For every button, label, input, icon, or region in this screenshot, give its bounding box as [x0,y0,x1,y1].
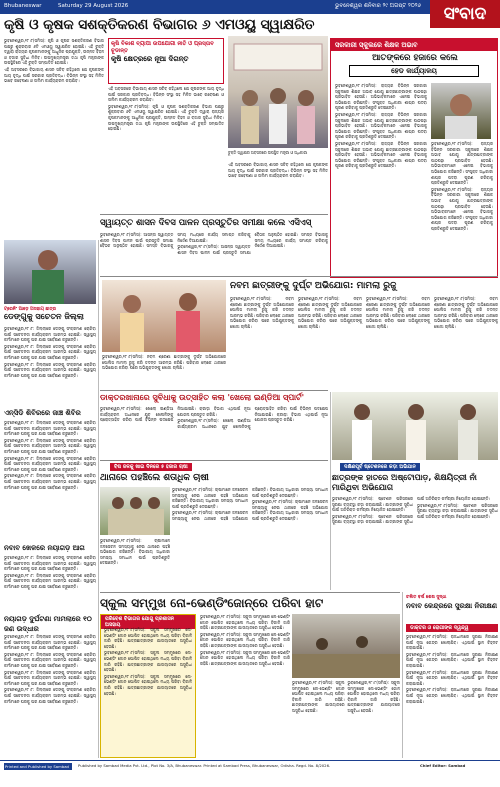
story2-body-p3: ଭୁବନେଶ୍ୱର,୨୮।୮(ସମିସ): ନବମ ଶ୍ରେଣୀ ଛାତ୍ରୀଙ୍କୁ ଦୁର୍ଘ୍ଟ ଅଭିଯୋଗରେ ପୋଲିସ ମାମଲା ରୁଜୁ କରି ତଦନ୍ତ ଆରମ୍ଭ କରିଛି। ପରିବାର ଲୋକେ ଥାନାରେ ଅଭିଯୋଗ କରିବା ପରେ ଅଭିଯୁକ୍ତଙ୍କୁ ଖୋଜା ଚାଲିଛି। [366,296,430,329]
left-side-body4-p2: ଭୁବନେଶ୍ୱର,୨୮।୮: ଜିଲ୍ଲାରେ ଡେଙ୍ଗୁ ସଂକ୍ରମଣ ରୋକିବା ପାଇଁ ସଚେତନତା କାର୍ଯ୍ୟକ୍ରମ ଆରମ୍ଭ ହୋଇଛି। ସ୍ୱାସ୍ଥ୍ୟ କର୍ମୀମାନେ ଘରକୁ ଘର ଯାଇ ସର୍ବେକ୍ଷଣ କରୁଛନ୍ତି। [4,651,96,668]
person-head [148,497,160,509]
story4-body-col2 [100,538,170,588]
masthead-logo: ସଂବାଦ [430,0,500,28]
right-box-body-p2: ଭୁବନେଶ୍ୱର,୨୮।୮(ସମିସ): ରାଜ୍ୟର ବିଭିନ୍ନ ସରକାରୀ ସ୍କୁଲରେ ଶିକ୍ଷକ ଅଭାବ ଯୋଗୁ ଛାତ୍ରଛାତ୍ରୀଙ୍କ ପାଠପଢ଼ା ପ୍ରଭାବିତ ହେଉଛି। ଅଭିଭାବକମାନେ ଏନେଇ ବିଭାଗକୁ ଅଭିଯୋଗ କରିଛନ୍ତି। ସଂପୃକ୍ତ ଅଧିକାରୀ ଶୀଘ୍ର ପଦବୀ ପୂରଣ କରିବାକୁ ପ୍ରତିଶ୍ରୁତି ଦେଇଛନ୍ତି। [335,111,427,140]
right-box-body-p5: ଭୁବନେଶ୍ୱର,୨୮।୮(ସମିସ): ରାଜ୍ୟର ବିଭିନ୍ନ ସରକାରୀ ସ୍କୁଲରେ ଶିକ୍ଷକ ଅଭାବ ଯୋଗୁ ଛାତ୍ରଛାତ୍ରୀଙ୍କ ପାଠପଢ଼ା ପ୍ରଭାବିତ ହେଉଛି। ଅଭିଭାବକମାନେ ଏନେଇ ବିଭାଗକୁ ଅଭିଯୋଗ କରିଛନ୍ତି। ସଂପୃକ୍ତ ଅଧିକାରୀ ଶୀଘ୍ର ପଦବୀ ପୂରଣ କରିବାକୁ ପ୍ରତିଶ୍ରୁତି ଦେଇଛନ୍ତି। [431,186,493,231]
person-head [298,90,314,106]
left-side-story4 [4,614,99,634]
person-head [316,638,328,650]
footer [0,760,500,787]
lead-headline: କୃଷି ଓ କୃଷକ ସଶକ୍ତିକରଣ ବିଭାଗର ୬ ଏମଓୟୁ ସ୍ୱାକ୍ଷରିତ [4,17,315,33]
person-body [458,420,478,460]
story2-body-p2: ଭୁବନେଶ୍ୱର,୨୮।୮(ସମିସ): ନବମ ଶ୍ରେଣୀ ଛାତ୍ରୀଙ୍କୁ ଦୁର୍ଘ୍ଟ ଅଭିଯୋଗରେ ପୋଲିସ ମାମଲା ରୁଜୁ କରି ତଦନ୍ତ ଆରମ୍ଭ କରିଛି। ପରିବାର ଲୋକେ ଥାନାରେ ଅଭିଯୋଗ କରିବା ପରେ ଅଭିଯୁକ୍ତଙ୍କୁ ଖୋଜା ଚାଲିଛି। [298,296,362,329]
left-side-body3 [4,555,96,611]
story4-headline: ଥାନାରେ ପହଞ୍ଚିଲେ ଶତାଧିକ ଚାଷୀ [100,473,209,483]
story7-body-p4: ଭୁବନେଶ୍ୱର,୨୮।୮(ସମିସ): ରାଜଧାନୀରେ ସୁରକ୍ଷା ନିରୀକ୍ଷଣ ପାଇଁ ନୂଆ କେନ୍ଦ୍ର ଖୋଲାଯିବ। ଏଥିପାଇଁ ସ୍ଥାନ ଚିହ୍ନଟ କରାଯାଇଛି। [406,687,498,704]
story6-headline: ସ୍କୁଲ ସମ୍ମୁଖ ନୋ-ଭେଣ୍ଡିଂଜୋନ୍‌ରେ ପରିବା ହାଟ [100,596,324,610]
portrait-body [445,116,477,139]
story3-body [100,406,328,456]
date-en: Saturday 29 August 2026 [58,3,129,9]
story5-body [332,496,498,588]
lead-sub-headline: କୃଷି କ୍ଷେତ୍ରରେ ନୂଆ ଦିଗନ୍ତ [111,55,189,63]
story4-body-p2: ଭୁବନେଶ୍ୱର,୨୮।୮(ସମିସ): ଚାଷୀମାନେ ଜଳସେଚନ ସମସ୍ୟାକୁ ନେଇ ଥାନାରେ ପହଞ୍ଚି ଅଭିଯୋଗ କରିଛନ୍ତି। ବିଭାଗୀୟ ଅଧିକାରୀ ସମସ୍ୟା ସମାଧାନ ପାଇଁ ପ୍ରତିଶ୍ରୁତି ଦେଇଛନ୍ତି। [172,487,328,521]
right-box-body-p4: ଭୁବନେଶ୍ୱର,୨୮।୮(ସମିସ): ରାଜ୍ୟର ବିଭିନ୍ନ ସରକାରୀ ସ୍କୁଲରେ ଶିକ୍ଷକ ଅଭାବ ଯୋଗୁ ଛାତ୍ରଛାତ୍ରୀଙ୍କ ପାଠପଢ଼ା ପ୍ରଭାବିତ ହେଉଛି। ଅଭିଭାବକମାନେ ଏନେଇ ବିଭାଗକୁ ଅଭିଯୋଗ କରିଛନ୍ତି। ସଂପୃକ୍ତ ଅଧିକାରୀ ଶୀଘ୍ର ପଦବୀ ପୂରଣ କରିବାକୁ ପ୍ରତିଶ୍ରୁତି ଦେଇଛନ୍ତି। [431,141,493,186]
person-head [242,90,258,106]
divider [100,214,328,215]
crowd-art [100,487,170,535]
story6-side-body-p1: ଭୁବନେଶ୍ୱର,୨୮।୮(ସମିସ): ସ୍କୁଲ ସମ୍ମୁଖରେ ନୋ-ଭେଣ୍ଡିଂ ଜୋନ ଘୋଷିତ ହୋଇଥିଲେ ମଧ୍ୟ ପରିବା ବିକାଳି ଜାରି ରହିଛି। ଛାତ୍ରଛାତ୍ରୀଙ୍କ ଯାତାୟାତରେ ଅସୁବିଧା ହେଉଛି। [104,627,192,649]
lead-body-2b: ଏହି ଅବସରରେ ବିଭାଗୀୟ ଶାସନ ସଚିବ କହିଥିଲେ ଯେ କୃଷକଙ୍କ ଆୟ ବୃଦ୍ଧି ପାଇଁ ସରକାର ପ୍ରତିବଦ୍ଧ। ବିଭିନ୍ନ ସଂସ୍ଥା ସହ ମିଳିତ ଭାବେ ଗବେଷଣା ଓ ତାଲିମ କାର୍ଯ୍ୟକ୍ରମ କରାଯିବ। [108,86,224,103]
lead-body-1b: ଭୁବନେଶ୍ୱର,୨୮।୮(ସମିସ): କୃଷି ଓ କୃଷକ ସଶକ୍ତିକରଣ ବିଭାଗ ପକ୍ଷରୁ ଶୁକ୍ରବାର ୬ଟି ଏମଓୟୁ ସ୍ୱାକ୍ଷରିତ ହୋଇଛି। ଏହି ଚୁକ୍ତି ଦ୍ୱାରା ରାଜ୍ୟର କୃଷକମାନଙ୍କୁ ଆଧୁନିକ ପ୍ରଯୁକ୍ତି, ଉନ୍ନତ ବିହନ ଓ ବଜାର ସୁବିଧା ମିଳିବ। ଉପମୁଖ୍ୟମନ୍ତ୍ରୀ ତଥା କୃଷି ମନ୍ତ୍ରୀଙ୍କ ଉପସ୍ଥିତିରେ ଏହି ଚୁକ୍ତି ସମ୍ପାଦିତ ହୋଇଛି। [108,103,224,132]
left-side-body4 [4,634,96,758]
story3-headline: ଡାକ୍ତରଖାନାରେ ସୁବିଧାକୁ ଉତ୍ସାହିତ କଲା 'ଖେଲୋ ଇଣ୍ଡିଆ ସ୍ପାର୍ଟ' [100,393,305,402]
divider [100,592,400,593]
right-box-photo [431,83,491,139]
right-box-kicker: ସରକାରୀ ସ୍କୁଲରେ ଶିକ୍ଷକ ଅଭାବ [331,39,497,51]
portrait-head [450,94,472,116]
lead-body-col3 [228,162,328,212]
left-side-body2-p4: ଭୁବନେଶ୍ୱର,୨୮।୮: ଜିଲ୍ଲାରେ ଡେଙ୍ଗୁ ସଂକ୍ରମଣ ରୋକିବା ପାଇଁ ସଚେତନତା କାର୍ଯ୍ୟକ୍ରମ ଆରମ୍ଭ ହୋଇଛି। ସ୍ୱାସ୍ଥ୍ୟ କର୍ମୀମାନେ ଘରକୁ ଘର ଯାଇ ସର୍ବେକ୍ଷଣ କରୁଛନ୍ତି। [4,473,96,490]
left-side-kicker: ଟ୍ରେନିଂ ଆଡ଼େ ଅସହାୟ ଛାତ୍ର [4,307,57,312]
banner-shape [234,44,322,70]
story5-body-p3: ଭୁବନେଶ୍ୱର,୨୮।୮(ସମିସ): ଷ୍ଟେଶନ ପରିସରରେ ସୁରକ୍ଷା ବ୍ୟବସ୍ଥା କଡ଼ା କରାଯାଇଛି। ଯାତ୍ରୀଙ୍କ ସୁବିଧା ପାଇଁ ଅତିରିକ୍ତ କର୍ମଚାରୀ ନିୟୋଜିତ ହୋଇଛନ୍ତି। [417,502,498,519]
story4-photo [100,487,170,535]
divider [100,390,328,391]
story7-body [406,634,498,758]
person-head [460,404,476,420]
person-head [356,636,368,648]
person-head [130,497,142,509]
story3-photo [332,392,498,460]
column-rule [402,592,403,758]
person-body [241,106,259,144]
story2-body-p1: ଭୁବନେଶ୍ୱର,୨୮।୮(ସମିସ): ନବମ ଶ୍ରେଣୀ ଛାତ୍ରୀଙ୍କୁ ଦୁର୍ଘ୍ଟ ଅଭିଯୋଗରେ ପୋଲିସ ମାମଲା ରୁଜୁ କରି ତଦନ୍ତ ଆରମ୍ଭ କରିଛି। ପରିବାର ଲୋକେ ଥାନାରେ ଅଭିଯୋଗ କରିବା ପରେ ଅଭିଯୁକ୍ତଙ୍କୁ ଖୋଜା ଚାଲିଛି। [230,296,294,329]
story4-body [172,487,328,587]
person-head [112,497,124,509]
left-side-body-p3: ଭୁବନେଶ୍ୱର,୨୮।୮: ଜିଲ୍ଲାରେ ଡେଙ୍ଗୁ ସଂକ୍ରମଣ ରୋକିବା ପାଇଁ ସଚେତନତା କାର୍ଯ୍ୟକ୍ରମ ଆରମ୍ଭ ହୋଇଛି। ସ୍ୱାସ୍ଥ୍ୟ କର୍ମୀମାନେ ଘରକୁ ଘର ଯାଇ ସର୍ବେକ୍ଷଣ କରୁଛନ୍ତି। [4,361,96,378]
right-box [330,38,498,278]
crowd-body [108,509,164,535]
story6-chip: ପରିବେଶ ବିଭାଗର ଯୋଗୁ ପ୍ରଶାସନ ଅସହାୟ [101,615,195,629]
left-side-title4: ନୟାଗଡ଼ ଦୁର୍ଘଟଣା ମାମଲାରେ ୧୦ ଜଣ ଉଦ୍ଧାର [4,615,92,633]
lead-body-col2 [108,86,224,196]
left-side-body3-p2: ଭୁବନେଶ୍ୱର,୨୮।୮: ଜିଲ୍ଲାରେ ଡେଙ୍ଗୁ ସଂକ୍ରମଣ ରୋକିବା ପାଇଁ ସଚେତନତା କାର୍ଯ୍ୟକ୍ରମ ଆରମ୍ଭ ହୋଇଛି। ସ୍ୱାସ୍ଥ୍ୟ କର୍ମୀମାନେ ଘରକୁ ଘର ଯାଇ ସର୍ବେକ୍ଷଣ କରୁଛନ୍ତି। [4,572,96,589]
lead-body-2c: ଏହି ଅବସରରେ ବିଭାଗୀୟ ଶାସନ ସଚିବ କହିଥିଲେ ଯେ କୃଷକଙ୍କ ଆୟ ବୃଦ୍ଧି ପାଇଁ ସରକାର ପ୍ରତିବଦ୍ଧ। ବିଭିନ୍ନ ସଂସ୍ଥା ସହ ମିଳିତ ଭାବେ ଗବେଷଣା ଓ ତାଲିମ କାର୍ଯ୍ୟକ୍ରମ କରାଯିବ। [228,162,328,179]
top-bar [0,0,500,14]
story5-kicker: ଦକ୍ଷିଣପୂର୍ବ ଷ୍ଟେଶନରେ କଡ଼ା ଅଭିଯାନ [340,463,420,471]
right-box-body-p3: ଭୁବନେଶ୍ୱର,୨୮।୮(ସମିସ): ରାଜ୍ୟର ବିଭିନ୍ନ ସରକାରୀ ସ୍କୁଲରେ ଶିକ୍ଷକ ଅଭାବ ଯୋଗୁ ଛାତ୍ରଛାତ୍ରୀଙ୍କ ପାଠପଢ଼ା ପ୍ରଭାବିତ ହେଉଛି। ଅଭିଭାବକମାନେ ଏନେଇ ବିଭାଗକୁ ଅଭିଯୋଗ କରିଛନ୍ତି। ସଂପୃକ୍ତ ଅଧିକାରୀ ଶୀଘ୍ର ପଦବୀ ପୂରଣ କରିବାକୁ ପ୍ରତିଶ୍ରୁତି ଦେଇଛନ୍ତି। [335,140,427,169]
person-head [270,88,286,104]
left-side-body2 [4,420,96,540]
story3-body-p2: ଭୁବନେଶ୍ୱର,୨୮।୮(ସମିସ): ଖେଲୋ ଇଣ୍ଡିଆ କାର୍ଯ୍ୟକ୍ରମ ଅଧୀନରେ ଯୁବ ଖେଳାଳିଙ୍କୁ ପ୍ରୋତ୍ସାହିତ କରିବା ପାଇଁ ବିଭିନ୍ନ ପଦକ୍ଷେପ ନିଆଯାଇଛି। କ୍ରୀଡ଼ା ବିଭାଗ ଏଥିପାଇଁ ନୂଆ ଯୋଜନା ପ୍ରସ୍ତୁତ କରିଛି। [177,406,328,429]
portrait-art [431,83,491,139]
lead-sub-kicker: କୃଷି ବିକାଶ ବ୍ୟାପୀ ଉପଯୋଗୀ ନୀତି ଓ ପ୍ରସ୍ତାବ ଚୂଡାନ୍ତ [111,41,214,54]
footer-imprint: Published by Sambad Media Pvt. Ltd., Plot No. 3/A, Bhubaneswar. Printed at Sambad Press, Bhubaneswar, Odisha. Regd. No. 8/2026. [78,763,331,768]
band1-body-p1: ଭୁବନେଶ୍ୱର,୨୮।୮(ସମିସ): ଆସନ୍ତା ସ୍ୱାୟତ୍ତ ଶାସନ ଦିବସ ପାଳନ ପାଇଁ ପ୍ରସ୍ତୁତି ସମୀକ୍ଷା ବୈଠକ ଅନୁଷ୍ଠିତ ହୋଇଛି। ସମସ୍ତ ବିଭାଗକୁ ସମୟ ମଧ୍ୟରେ କାର୍ଯ୍ୟ ସମାପ୍ତ କରିବାକୁ ନିର୍ଦ୍ଦେଶ ଦିଆଯାଇଛି। [100,232,251,249]
story6-body-p3: ଭୁବନେଶ୍ୱର,୨୮।୮(ସମିସ): ସ୍କୁଲ ସମ୍ମୁଖରେ ନୋ-ଭେଣ୍ଡିଂ ଜୋନ ଘୋଷିତ ହୋଇଥିଲେ ମଧ୍ୟ ପରିବା ବିକାଳି ଜାରି ରହିଛି। ଛାତ୍ରଛାତ୍ରୀଙ୍କ ଯାତାୟାତରେ ଅସୁବିଧା ହେଉଛି। [200,649,290,666]
left-side-body4-p3: ଭୁବନେଶ୍ୱର,୨୮।୮: ଜିଲ୍ଲାରେ ଡେଙ୍ଗୁ ସଂକ୍ରମଣ ରୋକିବା ପାଇଁ ସଚେତନତା କାର୍ଯ୍ୟକ୍ରମ ଆରମ୍ଭ ହୋଇଛି। ସ୍ୱାସ୍ଥ୍ୟ କର୍ମୀମାନେ ଘରକୁ ଘର ଯାଇ ସର୍ବେକ୍ଷଣ କରୁଛନ୍ତି। [4,669,96,686]
divider [100,460,328,461]
person-head [123,295,141,313]
ceremony-art [102,280,226,352]
story2-headline: ନବମ ଛାତ୍ରୀଙ୍କୁ ଦୁର୍ଘ୍ଟ ଅଭିଯୋଗ: ମାମଲା ରୁଜୁ [230,281,397,291]
right-box-headline: ଆତଙ୍କରେ ହଜାରେ କଲେ [372,53,458,63]
story6-body-p1: ଭୁବନେଶ୍ୱର,୨୮।୮(ସମିସ): ସ୍କୁଲ ସମ୍ମୁଖରେ ନୋ-ଭେଣ୍ଡିଂ ଜୋନ ଘୋଷିତ ହୋଇଥିଲେ ମଧ୍ୟ ପରିବା ବିକାଳି ଜାରି ରହିଛି। ଛାତ୍ରଛାତ୍ରୀଙ୍କ ଯାତାୟାତରେ ଅସୁବିଧା ହେଉଛି। [200,614,290,631]
story6-side-body-p2: ଭୁବନେଶ୍ୱର,୨୮।୮(ସମିସ): ସ୍କୁଲ ସମ୍ମୁଖରେ ନୋ-ଭେଣ୍ଡିଂ ଜୋନ ଘୋଷିତ ହୋଇଥିଲେ ମଧ୍ୟ ପରିବା ବିକାଳି ଜାରି ରହିଛି। ଛାତ୍ରଛାତ୍ରୀଙ୍କ ଯାତାୟାତରେ ଅସୁବିଧା ହେଉଛି। [104,650,192,673]
lead-photo-caption: ଚୁକ୍ତି ସ୍ୱାକ୍ଷର ଅବସରରେ ଉପସ୍ଥିତ ମନ୍ତ୍ରୀ ଓ ଅଧିକାରୀ [228,150,308,155]
story7-body-p1: ଭୁବନେଶ୍ୱର,୨୮।୮(ସମିସ): ରାଜଧାନୀରେ ସୁରକ୍ଷା ନିରୀକ୍ଷଣ ପାଇଁ ନୂଆ କେନ୍ଦ୍ର ଖୋଲାଯିବ। ଏଥିପାଇଁ ସ୍ଥାନ ଚିହ୍ନଟ କରାଯାଇଛି। [406,634,498,651]
story2-body-p5: ଭୁବନେଶ୍ୱର,୨୮।୮(ସମିସ): ନବମ ଶ୍ରେଣୀ ଛାତ୍ରୀଙ୍କୁ ଦୁର୍ଘ୍ଟ ଅଭିଯୋଗରେ ପୋଲିସ ମାମଲା ରୁଜୁ କରି ତଦନ୍ତ ଆରମ୍ଭ କରିଛି। ପରିବାର ଲୋକେ ଥାନାରେ ଅଭିଯୋଗ କରିବା ପରେ ଅଭିଯୁକ୍ତଙ୍କୁ ଖୋଜା ଚାଲିଛି। [102,354,226,371]
footer-editor: Chief Editor: Sambad [420,763,466,768]
story7-headline: ନବାବ କେନ୍ଦ୍ରରେ ସୁରକ୍ଷା ନିରୀକ୍ଷଣ [406,602,498,610]
story6-body-p5: ଭୁବନେଶ୍ୱର,୨୮।୮(ସମିସ): ସ୍କୁଲ ସମ୍ମୁଖରେ ନୋ-ଭେଣ୍ଡିଂ ଜୋନ ଘୋଷିତ ହୋଇଥିଲେ ମଧ୍ୟ ପରିବା ବିକାଳି ଜାରି ରହିଛି। ଛାତ୍ରଛାତ୍ରୀଙ୍କ ଯାତାୟାତରେ ଅସୁବିଧା ହେଉଛି। [347,680,400,713]
left-side-body-p1: ଭୁବନେଶ୍ୱର,୨୮।୮: ଜିଲ୍ଲାରେ ଡେଙ୍ଗୁ ସଂକ୍ରମଣ ରୋକିବା ପାଇଁ ସଚେତନତା କାର୍ଯ୍ୟକ୍ରମ ଆରମ୍ଭ ହୋଇଛି। ସ୍ୱାସ୍ଥ୍ୟ କର୍ମୀମାନେ ଘରକୁ ଘର ଯାଇ ସର୍ବେକ୍ଷଣ କରୁଛନ୍ତି। [4,326,96,343]
story6-body-p4: ଭୁବନେଶ୍ୱର,୨୮।୮(ସମିସ): ସ୍କୁଲ ସମ୍ମୁଖରେ ନୋ-ଭେଣ୍ଡିଂ ଜୋନ ଘୋଷିତ ହୋଇଥିଲେ ମଧ୍ୟ ପରିବା ବିକାଳି ଜାରି ରହିଛି। ଛାତ୍ରଛାତ୍ରୀଙ୍କ ଯାତାୟାତରେ ଅସୁବିଧା ହେଉଛି। [292,680,345,713]
band1-body-p2: ଭୁବନେଶ୍ୱର,୨୮।୮(ସମିସ): ଆସନ୍ତା ସ୍ୱାୟତ୍ତ ଶାସନ ଦିବସ ପାଳନ ପାଇଁ ପ୍ରସ୍ତୁତି ସମୀକ୍ଷା ବୈଠକ ଅନୁଷ୍ଠିତ ହୋଇଛି। ସମସ୍ତ ବିଭାଗକୁ ସମୟ ମଧ୍ୟରେ କାର୍ଯ୍ୟ ସମାପ୍ତ କରିବାକୁ ନିର୍ଦ୍ଦେଶ ଦିଆଯାଇଛି। [177,232,328,255]
right-box-sub: ହେଡ କାର୍ଯ୍ୟାଳୟ [349,65,479,77]
story5-body-p2: ଭୁବନେଶ୍ୱର,୨୮।୮(ସମିସ): ଷ୍ଟେଶନ ପରିସରରେ ସୁରକ୍ଷା ବ୍ୟବସ୍ଥା କଡ଼ା କରାଯାଇଛି। ଯାତ୍ରୀଙ୍କ ସୁବିଧା ପାଇଁ ଅତିରିକ୍ତ କର୍ମଚାରୀ ନିୟୋଜିତ ହୋଇଛନ୍ତି। [332,496,491,525]
right-box-body-col2 [431,141,493,273]
person-body [352,420,372,460]
left-side-title: ଡେଙ୍ଗୁକୁ ସଚେତନ ଜିଲ୍ଲା [4,312,84,321]
story2-body-p4: ଭୁବନେଶ୍ୱର,୨୮।୮(ସମିସ): ନବମ ଶ୍ରେଣୀ ଛାତ୍ରୀଙ୍କୁ ଦୁର୍ଘ୍ଟ ଅଭିଯୋଗରେ ପୋଲିସ ମାମଲା ରୁଜୁ କରି ତଦନ୍ତ ଆରମ୍ଭ କରିଛି। ପରିବାର ଲୋକେ ଥାନାରେ ଅଭିଯୋଗ କରିବା ପରେ ଅଭିଯୁକ୍ତଙ୍କୁ ଖୋଜା ଚାଲିଛି। [434,296,498,329]
story7-kicker: ଚଲିତ ବର୍ଷ ଶେଷ ସୁଦ୍ଧା [406,595,447,600]
left-side-story3 [4,543,99,553]
person-body [176,311,200,352]
story4-body-p3: ଭୁବନେଶ୍ୱର,୨୮।୮(ସମିସ): ଚାଷୀମାନେ ଜଳସେଚନ ସମସ୍ୟାକୁ ନେଇ ଥାନାରେ ପହଞ୍ଚି ଅଭିଯୋଗ କରିଛନ୍ତି। ବିଭାଗୀୟ ଅଧିକାରୀ ସମସ୍ୟା ସମାଧାନ ପାଇଁ ପ୍ରତିଶ୍ରୁତି ଦେଇଛନ୍ତି। [252,499,328,521]
band1-body [100,232,328,272]
left-side-body4-p4: ଭୁବନେଶ୍ୱର,୨୮।୮: ଜିଲ୍ଲାରେ ଡେଙ୍ଗୁ ସଂକ୍ରମଣ ରୋକିବା ପାଇଁ ସଚେତନତା କାର୍ଯ୍ୟକ୍ରମ ଆରମ୍ଭ ହୋଇଛି। ସ୍ୱାସ୍ଥ୍ୟ କର୍ମୀମାନେ ଘରକୁ ଘର ଯାଇ ସର୍ବେକ୍ଷଣ କରୁଛନ୍ତି। [4,687,96,704]
right-box-body [335,83,427,273]
right-box-body-p1: ଭୁବନେଶ୍ୱର,୨୮।୮(ସମିସ): ରାଜ୍ୟର ବିଭିନ୍ନ ସରକାରୀ ସ୍କୁଲରେ ଶିକ୍ଷକ ଅଭାବ ଯୋଗୁ ଛାତ୍ରଛାତ୍ରୀଙ୍କ ପାଠପଢ଼ା ପ୍ରଭାବିତ ହେଉଛି। ଅଭିଭାବକମାନେ ଏନେଇ ବିଭାଗକୁ ଅଭିଯୋଗ କରିଛନ୍ତି। ସଂପୃକ୍ତ ଅଧିକାରୀ ଶୀଘ୍ର ପଦବୀ ପୂରଣ କରିବାକୁ ପ୍ରତିଶ୍ରୁତି ଦେଇଛନ୍ତି। [335,83,427,111]
person-body [269,104,287,144]
left-side-body-p2: ଭୁବନେଶ୍ୱର,୨୮।୮: ଜିଲ୍ଲାରେ ଡେଙ୍ଗୁ ସଂକ୍ରମଣ ରୋକିବା ପାଇଁ ସଚେତନତା କାର୍ଯ୍ୟକ୍ରମ ଆରମ୍ଭ ହୋଇଛି। ସ୍ୱାସ୍ଥ୍ୟ କର୍ମୀମାନେ ଘରକୁ ଘର ଯାଇ ସର୍ବେକ୍ଷଣ କରୁଛନ୍ତି। [4,343,96,360]
lead-sub-box [108,38,224,84]
farmer-art [332,392,498,460]
lead-body-1: ଭୁବନେଶ୍ୱର,୨୮।୮(ସମିସ): କୃଷି ଓ କୃଷକ ସଶକ୍ତିକରଣ ବିଭାଗ ପକ୍ଷରୁ ଶୁକ୍ରବାର ୬ଟି ଏମଓୟୁ ସ୍ୱାକ୍ଷରିତ ହୋଇଛି। ଏହି ଚୁକ୍ତି ଦ୍ୱାରା ରାଜ୍ୟର କୃଷକମାନଙ୍କୁ ଆଧୁନିକ ପ୍ରଯୁକ୍ତି, ଉନ୍ନତ ବିହନ ଓ ବଜାର ସୁବିଧା ମିଳିବ। ଉପମୁଖ୍ୟମନ୍ତ୍ରୀ ତଥା କୃଷି ମନ୍ତ୍ରୀଙ୍କ ଉପସ୍ଥିତିରେ ଏହି ଚୁକ୍ତି ସମ୍ପାଦିତ ହୋଇଛି। [4,38,104,66]
left-side-body4-p1: ଭୁବନେଶ୍ୱର,୨୮।୮: ଜିଲ୍ଲାରେ ଡେଙ୍ଗୁ ସଂକ୍ରମଣ ରୋକିବା ପାଇଁ ସଚେତନତା କାର୍ଯ୍ୟକ୍ରମ ଆରମ୍ଭ ହୋଇଛି। ସ୍ୱାସ୍ଥ୍ୟ କର୍ମୀମାନେ ଘରକୁ ଘର ଯାଇ ସର୍ବେକ୍ଷଣ କରୁଛନ୍ତି। [4,634,96,651]
person-head [354,404,370,420]
left-column-rule [98,240,99,758]
person-head [408,404,424,420]
story7-box-title: ଡାକ୍ତର ଓ ରୋଗୀଙ୍କ ଦ୍ୱନ୍ଦ୍ୱ [406,624,498,632]
person-body [297,106,315,144]
left-side-story2 [4,408,99,418]
column-rule [330,392,331,590]
left-side-body [4,326,96,406]
person-body [406,420,426,460]
left-side-body3-p1: ଭୁବନେଶ୍ୱର,୨୮।୮: ଜିଲ୍ଲାରେ ଡେଙ୍ଗୁ ସଂକ୍ରମଣ ରୋକିବା ପାଇଁ ସଚେତନତା କାର୍ଯ୍ୟକ୍ରମ ଆରମ୍ଭ ହୋଇଛି। ସ୍ୱାସ୍ଥ୍ୟ କର୍ମୀମାନେ ଘରକୁ ଘର ଯାଇ ସର୍ବେକ୍ଷଣ କରୁଛନ୍ତି। [4,555,96,572]
story6-side-body [104,627,192,755]
story6-side-body-p3: ଭୁବନେଶ୍ୱର,୨୮।୮(ସମିସ): ସ୍କୁଲ ସମ୍ମୁଖରେ ନୋ-ଭେଣ୍ଡିଂ ଜୋନ ଘୋଷିତ ହୋଇଥିଲେ ମଧ୍ୟ ପରିବା ବିକାଳି ଜାରି ରହିଛି। ଛାତ୍ରଛାତ୍ରୀଙ୍କ ଯାତାୟାତରେ ଅସୁବିଧା ହେଉଛି। [104,673,192,696]
left-side-body2-p3: ଭୁବନେଶ୍ୱର,୨୮।୮: ଜିଲ୍ଲାରେ ଡେଙ୍ଗୁ ସଂକ୍ରମଣ ରୋକିବା ପାଇଁ ସଚେତନତା କାର୍ଯ୍ୟକ୍ରମ ଆରମ୍ଭ ହୋଇଛି। ସ୍ୱାସ୍ଥ୍ୟ କର୍ମୀମାନେ ଘରକୁ ଘର ଯାଇ ସର୍ବେକ୍ଷଣ କରୁଛନ୍ତି। [4,455,96,472]
story2-photo [102,280,226,352]
band1-headline: ସ୍ୱାୟତ୍ତ ଶାସନ ଦିବସ ପାଳନ ପ୍ରସ୍ତୁତିର ସମୀକ୍ଷା କଲେ ଏସିଏସ୍ [100,218,312,228]
footer-print-line: Printed and Published by Sambad [4,763,72,770]
speaker-art [4,240,96,304]
story6-body-col2 [292,680,400,758]
speaker-body [32,270,64,304]
lead-photo-art [228,36,328,148]
left-side-title2: ଏନ୍ସିଡି ଶିବିରରେ ଜାଞ୍ଚ ଶିବିର [4,409,81,417]
story4-body-p1: ଭୁବନେଶ୍ୱର,୨୮।୮(ସମିସ): ଚାଷୀମାନେ ଜଳସେଚନ ସମସ୍ୟାକୁ ନେଇ ଥାନାରେ ପହଞ୍ଚି ଅଭିଯୋଗ କରିଛନ୍ତି। ବିଭାଗୀୟ ଅଧିକାରୀ ସମସ୍ୟା ସମାଧାନ ପାଇଁ ପ୍ରତିଶ୍ରୁତି ଦେଇଛନ୍ତି। [172,487,248,509]
story6-photo [292,614,400,678]
story2-body [230,296,498,388]
story6-side-box [100,614,196,758]
story3-body-p1: ଭୁବନେଶ୍ୱର,୨୮।୮(ସମିସ): ଖେଲୋ ଇଣ୍ଡିଆ କାର୍ଯ୍ୟକ୍ରମ ଅଧୀନରେ ଯୁବ ଖେଳାଳିଙ୍କୁ ପ୍ରୋତ୍ସାହିତ କରିବା ପାଇଁ ବିଭିନ୍ନ ପଦକ୍ଷେପ ନିଆଯାଇଛି। କ୍ରୀଡ଼ା ବିଭାଗ ଏଥିପାଇଁ ନୂଆ ଯୋଜନା ପ୍ରସ୍ତୁତ କରିଛି। [100,406,251,423]
market-art [292,614,400,678]
road-shape [292,654,400,678]
section-label: Bhubaneswar [4,3,42,9]
story7-body-p2: ଭୁବନେଶ୍ୱର,୨୮।୮(ସମିସ): ରାଜଧାନୀରେ ସୁରକ୍ଷା ନିରୀକ୍ଷଣ ପାଇଁ ନୂଆ କେନ୍ଦ୍ର ଖୋଲାଯିବ। ଏଥିପାଇଁ ସ୍ଥାନ ଚିହ୍ନଟ କରାଯାଇଛି। [406,651,498,668]
left-side-title3: ନବାବ ଖେଳରେ ନୟାଗଡ଼ ଆଗ [4,544,85,552]
divider [100,276,498,277]
lead-body-2: ଏହି ଅବସରରେ ବିଭାଗୀୟ ଶାସନ ସଚିବ କହିଥିଲେ ଯେ କୃଷକଙ୍କ ଆୟ ବୃଦ୍ଧି ପାଇଁ ସରକାର ପ୍ରତିବଦ୍ଧ। ବିଭିନ୍ନ ସଂସ୍ଥା ସହ ମିଳିତ ଭାବେ ଗବେଷଣା ଓ ତାଲିମ କାର୍ଯ୍ୟକ୍ରମ କରାଯିବ। [4,66,104,84]
left-photo [4,240,96,304]
story2-body-col2 [102,354,226,388]
left-side-body2-p2: ଭୁବନେଶ୍ୱର,୨୮।୮: ଜିଲ୍ଲାରେ ଡେଙ୍ଗୁ ସଂକ୍ରମଣ ରୋକିବା ପାଇଁ ସଚେତନତା କାର୍ଯ୍ୟକ୍ରମ ଆରମ୍ଭ ହୋଇଛି। ସ୍ୱାସ୍ଥ୍ୟ କର୍ମୀମାନେ ଘରକୁ ଘର ଯାଇ ସର୍ବେକ୍ଷଣ କରୁଛନ୍ତି। [4,437,96,454]
story4-kicker: ବିଷ ଜଳକୁ ଖାଇ ଦିନରେ ୫ ହଜାର ଚାଷୀ [110,463,192,471]
speaker-head [38,250,58,270]
story5-headline: ଛାତ୍ରଙ୍କ ହାତରେ ଅଷ୍ଟୋପାଡ଼, ଶିକ୍ଷୟିତ୍ରୀ ନାଁ ମାରିଥିବା ଅଭିଯୋଗ [332,473,477,492]
left-side-body2-p1: ଭୁବନେଶ୍ୱର,୨୮।୮: ଜିଲ୍ଲାରେ ଡେଙ୍ଗୁ ସଂକ୍ରମଣ ରୋକିବା ପାଇଁ ସଚେତନତା କାର୍ଯ୍ୟକ୍ରମ ଆରମ୍ଭ ହୋଇଛି। ସ୍ୱାସ୍ଥ୍ୟ କର୍ମୀମାନେ ଘରକୁ ଘର ଯାଇ ସର୍ବେକ୍ଷଣ କରୁଛନ୍ତି। [4,420,96,437]
story6-body-p2: ଭୁବନେଶ୍ୱର,୨୮।୮(ସମିସ): ସ୍କୁଲ ସମ୍ମୁଖରେ ନୋ-ଭେଣ୍ଡିଂ ଜୋନ ଘୋଷିତ ହୋଇଥିଲେ ମଧ୍ୟ ପରିବା ବିକାଳି ଜାରି ରହିଛି। ଛାତ୍ରଛାତ୍ରୀଙ୍କ ଯାତାୟାତରେ ଅସୁବିଧା ହେଉଛି। [200,631,290,648]
story4-body-p4: ଭୁବନେଶ୍ୱର,୨୮।୮(ସମିସ): ଚାଷୀମାନେ ଜଳସେଚନ ସମସ୍ୟାକୁ ନେଇ ଥାନାରେ ପହଞ୍ଚି ଅଭିଯୋଗ କରିଛନ୍ତି। ବିଭାଗୀୟ ଅଧିକାରୀ ସମସ୍ୟା ସମାଧାନ ପାଇଁ ପ୍ରତିଶ୍ରୁତି ଦେଇଛନ୍ତି। [100,538,170,566]
lead-photo [228,36,328,148]
person-head [179,293,197,311]
story7-body-p3: ଭୁବନେଶ୍ୱର,୨୮।୮(ସମିସ): ରାଜଧାନୀରେ ସୁରକ୍ଷା ନିରୀକ୍ଷଣ ପାଇଁ ନୂଆ କେନ୍ଦ୍ର ଖୋଲାଯିବ। ଏଥିପାଇଁ ସ୍ଥାନ ଚିହ୍ନଟ କରାଯାଇଛି। [406,669,498,686]
left-side-story [4,306,99,322]
person-body [120,313,144,352]
lead-body-col1 [4,38,104,238]
story5-body-p1: ଭୁବନେଶ୍ୱର,୨୮।୮(ସମିସ): ଷ୍ଟେଶନ ପରିସରରେ ସୁରକ୍ଷା ବ୍ୟବସ୍ଥା କଡ଼ା କରାଯାଇଛି। ଯାତ୍ରୀଙ୍କ ସୁବିଧା ପାଇଁ ଅତିରିକ୍ତ କର୍ମଚାରୀ ନିୟୋଜିତ ହୋଇଛନ୍ତି। [332,496,413,513]
date-local: ଭୁବନେଶ୍ୱର ଶନିବାର ୨୯ ଅଗଷ୍ଟ ୨୦୨୬ [335,3,421,9]
story6-body [200,614,290,758]
